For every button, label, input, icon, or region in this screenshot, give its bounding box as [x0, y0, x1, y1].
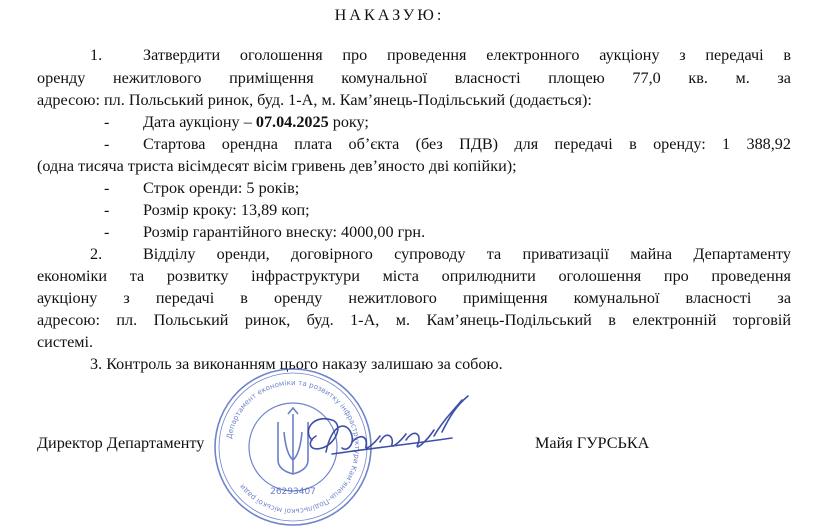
- item1-line1: Затвердити оголошення про проведення електронного аукціону з передачі в: [143, 46, 791, 64]
- item2-line3: аукціону з передачі в оренду нежитлового приміщення комунальної власності за: [37, 289, 791, 307]
- item1-line2: оренду нежитлового приміщення комунальної власності площею 77,0 кв. м. за: [37, 69, 791, 87]
- starting-rent-line1: Стартова орендна плата об’єкта (без ПДВ) для передачі в оренду: 1 388,92: [143, 135, 791, 153]
- item1-line3: адресою: пл. Польський ринок, буд. 1-А, м. Кам’янець-Подільський (додається):: [37, 91, 592, 109]
- auction-date-prefix: Дата аукціону –: [143, 113, 256, 131]
- stamp-ring-text: Департамент економіки та розвитку інфраструктури Кам’янець-Подільської міської ради: [224, 377, 363, 517]
- item2-line5: системі.: [37, 333, 94, 351]
- auction-date-value: 07.04.2025: [255, 113, 329, 131]
- bullet-dash: -: [104, 179, 110, 197]
- auction-date: [143, 112, 369, 132]
- handwritten-signature: [292, 392, 482, 472]
- bullet-dash: -: [104, 201, 110, 219]
- lease-term: Строк оренди: 5 років;: [143, 179, 300, 197]
- signatory-position: Директор Департаменту: [37, 434, 205, 452]
- order-heading: НАКАЗУЮ:: [334, 6, 445, 24]
- item1-number: 1.: [90, 46, 103, 64]
- bullet-dash: -: [104, 223, 110, 241]
- auction-date-suffix: року;: [328, 113, 369, 131]
- guarantee-deposit: Розмір гарантійного внеску: 4000,00 грн.: [143, 223, 426, 241]
- bullet-dash: -: [104, 135, 110, 153]
- stamp-code: 26293407: [270, 487, 316, 497]
- signatory-name: Майя ГУРСЬКА: [535, 434, 650, 452]
- bullet-dash: -: [104, 113, 110, 131]
- item2-line4: адресою: пл. Польський ринок, буд. 1-А, м. Кам’янець-Подільський в електронній торговій: [37, 311, 791, 329]
- item2-line1: Відділу оренди, договірного супроводу та приватизації майна Департаменту: [143, 245, 791, 263]
- item3-control: 3. Контроль за виконанням цього наказу залишаю за собою.: [90, 355, 503, 373]
- bid-step: Розмір кроку: 13,89 коп;: [143, 201, 310, 219]
- starting-rent-line2: (одна тисяча триста вісімдесят вісім гривень дев’яносто дві копійки);: [37, 157, 517, 175]
- item2-number: 2.: [90, 245, 103, 263]
- item2-line2: економіки та розвитку інфраструктури міста оприлюднити оголошення про проведення: [37, 267, 791, 285]
